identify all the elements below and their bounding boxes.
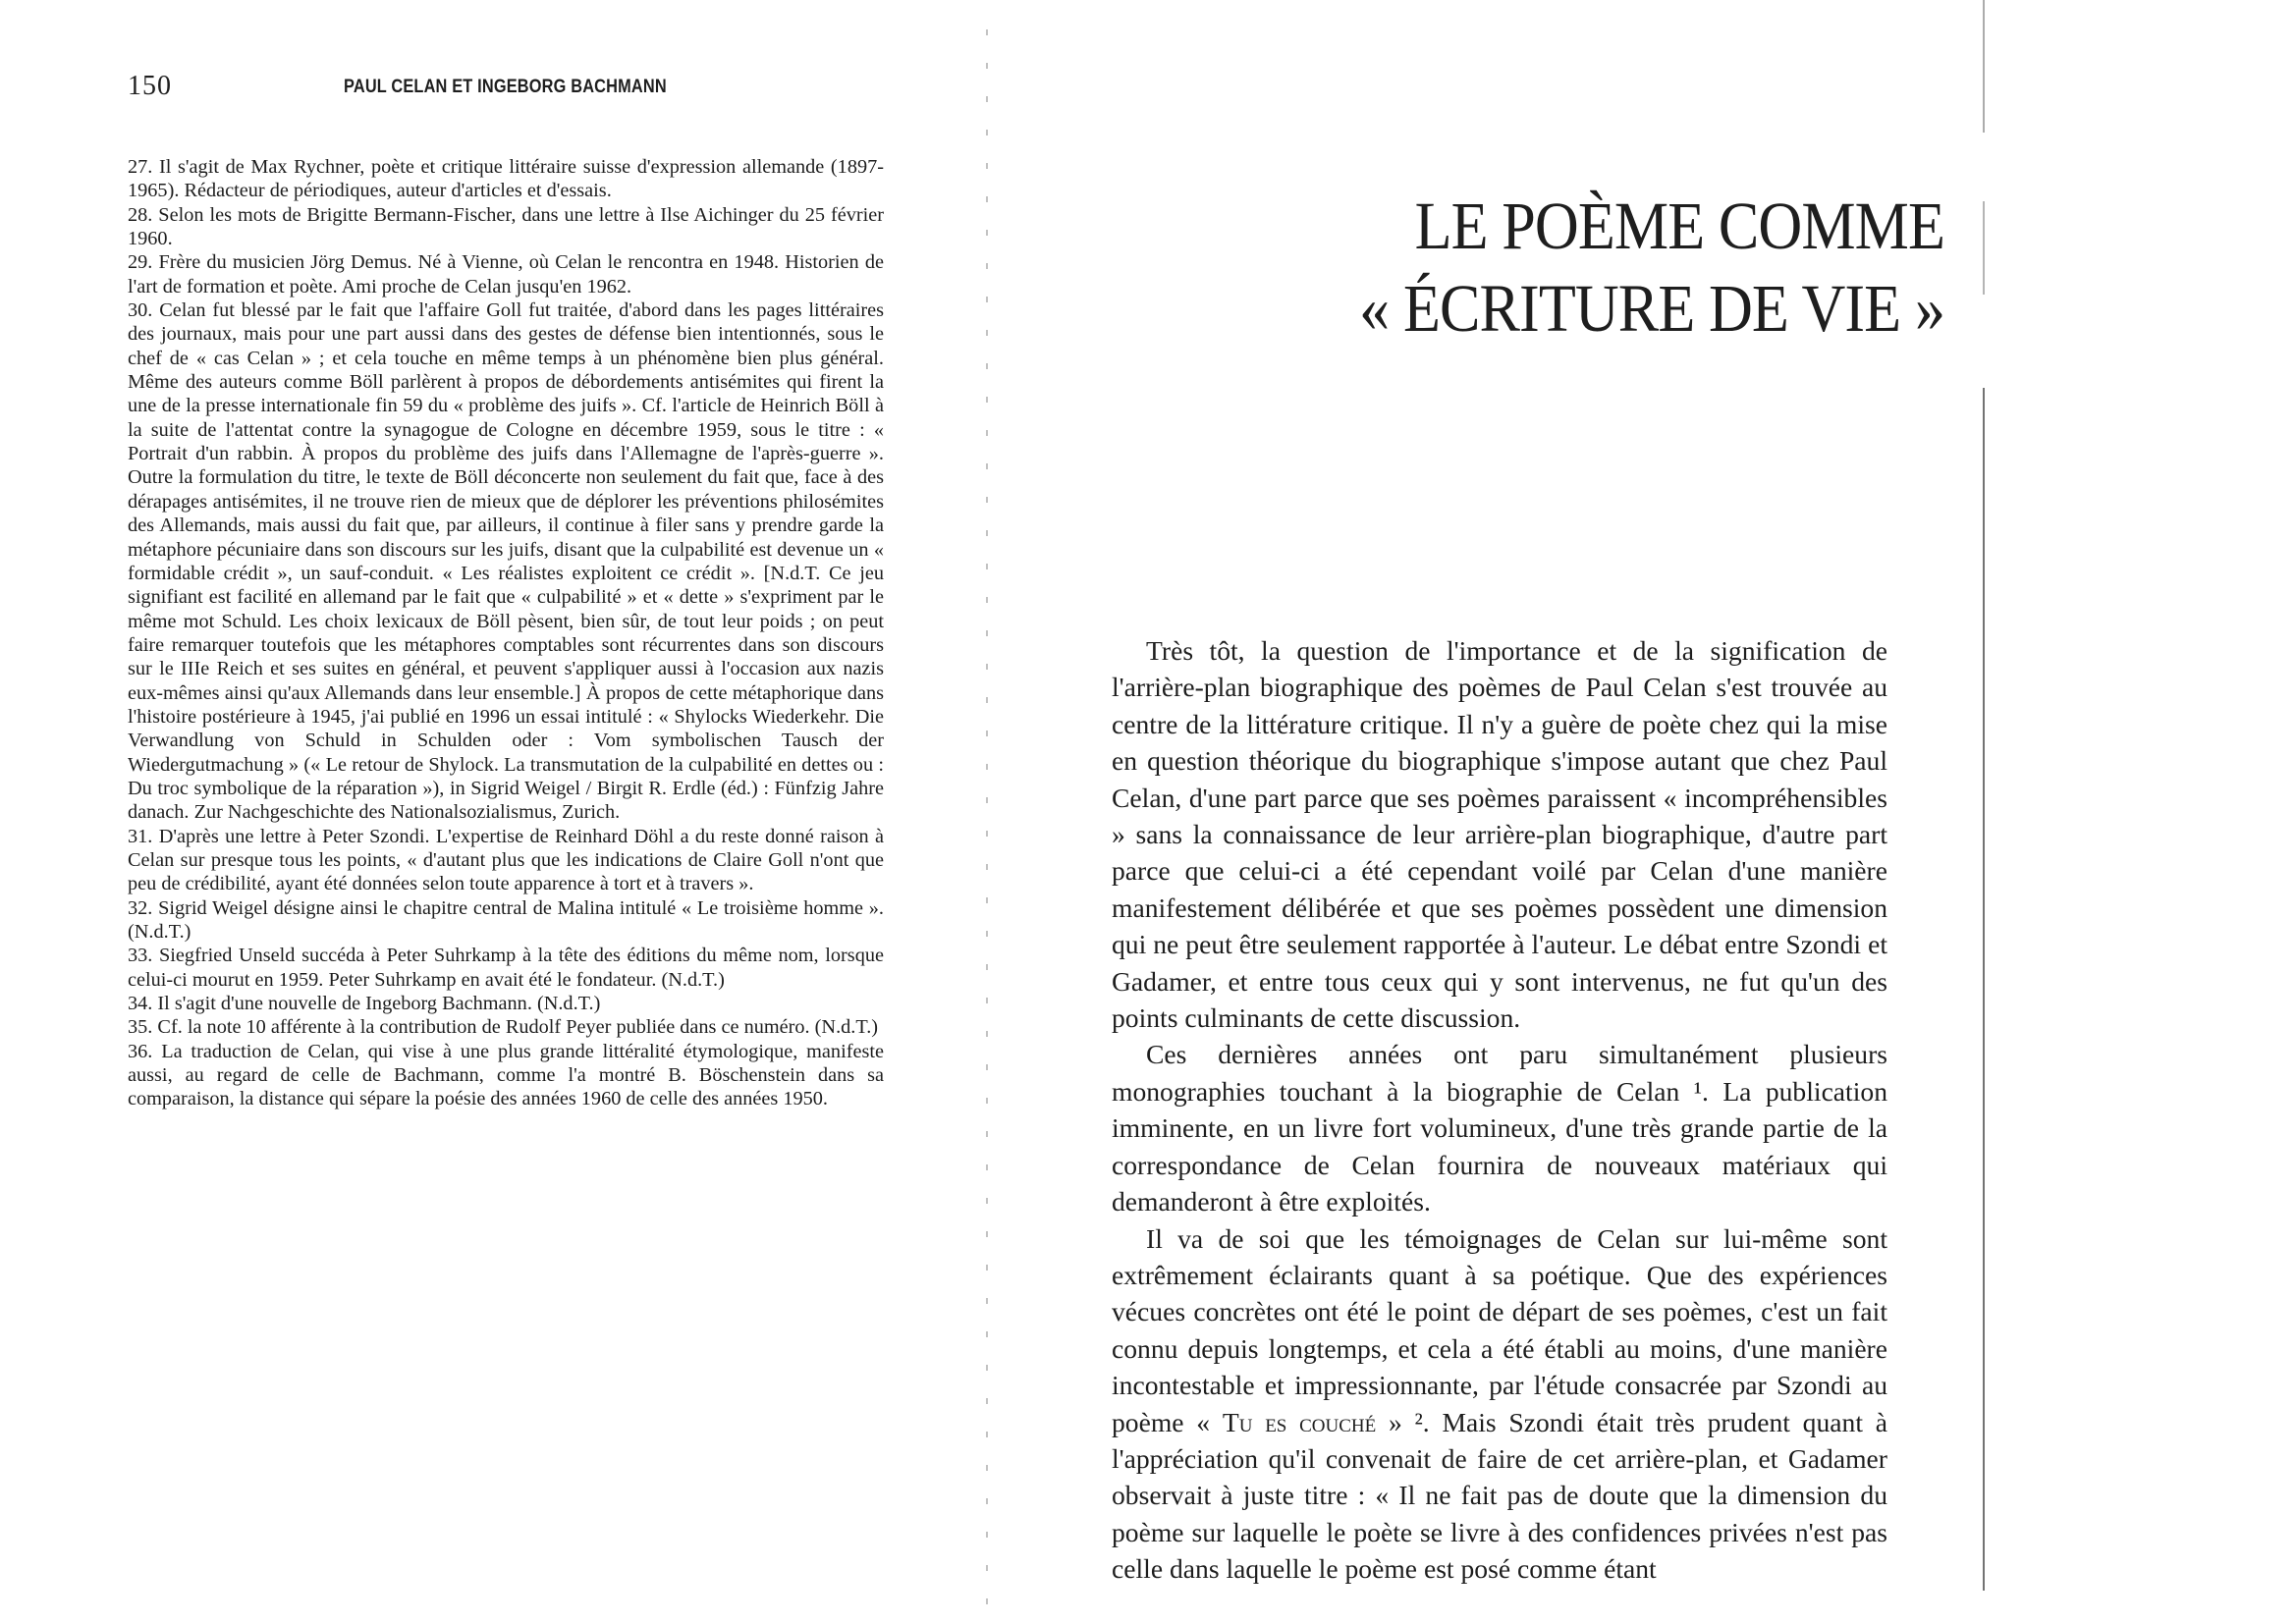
left-page bbox=[0, 0, 997, 1623]
paragraph-3-text-after: » ². Mais Szondi était très prudent quant à l'appréciation qu'il convenait de faire de cet arrière-plan, et Gadamer observait à juste titre : « Il ne fait pas de doute que la dimension du poème sur laquelle le poète se livre à des confidences privées n'est pas celle dans laquelle le poème est posé comme étant bbox=[1112, 1406, 1887, 1585]
endnote-30: 30. Celan fut blessé par le fait que l'affaire Goll fut traitée, d'abord dans les pages littéraires des journaux, mais pour une part aussi dans des gestes de défense bien intentionnés, sous le chef de « cas Celan » ; et cela touche en même temps à un phénomène bien plus général. Même des auteurs comme Böll parlèrent à propos de débordements antisémites qui firent la une de la presse internationale fin 59 du « problème des juifs ». Cf. l'article de Heinrich Böll à la suite de l'attentat contre la synagogue de Cologne en décembre 1959, sous le titre : « Portrait d'un rabbin. À propos du problème des juifs dans l'Allemagne de l'après-guerre ». Outre la formulation du titre, le texte de Böll déconcerte non seulement du fait que, face à des dérapages antisémites, il ne trouve rien de mieux que de déplorer les préventions philosémites des Allemands, mais aussi du fait que, par ailleurs, il continue à filer sans y prendre garde la métaphore pécuniaire dans son discours sur les juifs, disant que la culpabilité est devenue un « formidable crédit », un sauf-conduit. « Les réalistes exploitent ce crédit ». [N.d.T. Ce jeu signifiant est facilité en allemand par le fait que « culpabilité » et « dette » s'expriment par le même mot Schuld. Les choix lexicaux de Böll pèsent, bien sûr, de tout leur poids ; on peut faire remarquer toutefois que les métaphores comptables sont récurrentes dans son discours sur le IIIe Reich et ses suites en général, et peuvent s'appliquer aussi à l'occasion aux nazis eux-mêmes ainsi qu'aux Allemands dans leur ensemble.] À propos de cette métaphorique dans l'histoire postérieure à 1945, j'ai publié en 1996 un essai intitulé : « Shylocks Wiederkehr. Die Verwandlung von Schuld in Schulden oder : Vom symbolischen Tausch der Wiedergutmachung » (« Le retour de Shylock. La transmutation de la culpabilité en dettes ou : Du troc symbolique de la réparation »), in Sigrid Weigel / Birgit R. Erdle (éd.) : Fünfzig Jahre danach. Zur Nachgeschichte des Nationalsozialismus, Zurich. bbox=[128, 299, 884, 824]
chapter-title bbox=[1343, 185, 1944, 350]
running-head: PAUL CELAN ET INGEBORG BACHMANN bbox=[344, 77, 667, 97]
endnote-34: 34. Il s'agit d'une nouvelle de Ingeborg Bachmann. (N.d.T.) bbox=[128, 993, 601, 1015]
endnote-28: 28. Selon les mots de Brigitte Bermann-Fischer, dans une lettre à Ilse Aichinger du 25 février 1960. bbox=[128, 203, 884, 250]
chapter-title-line-1: LE POÈME COMME bbox=[1414, 189, 1944, 263]
endnote-29: 29. Frère du musicien Jörg Demus. Né à Vienne, où Celan le rencontra en 1948. Historien de l'art de formation et poète. Ami proche de Celan jusqu'en 1962. bbox=[128, 251, 884, 298]
page-edge-mark-top bbox=[1983, 0, 1985, 133]
chapter-title-line-2: « ÉCRITURE DE VIE » bbox=[1359, 271, 1944, 346]
endnote-33: 33. Siegfried Unseld succéda à Peter Suhrkamp à la tête des éditions du même nom, lorsque celui-ci mourut en 1959. Peter Suhrkamp en avait été le fondateur. (N.d.T.) bbox=[128, 945, 884, 991]
endnote-31: 31. D'après une lettre à Peter Szondi. L'expertise de Reinhard Döhl a du reste donné raison à Celan sur presque tous les points, « d'autant plus que les indications de Claire Goll n'ont que peu de crédibilité, ayant été données selon toute apparence à tort et à travers ». bbox=[128, 825, 884, 895]
page-number: 150 bbox=[128, 71, 172, 101]
paragraph-3 bbox=[1112, 1220, 1887, 1588]
poem-title: Tu es couché bbox=[1222, 1406, 1377, 1437]
endnote-32: 32. Sigrid Weigel désigne ainsi le chapitre central de Malina intitulé « Le troisième homme ». (N.d.T.) bbox=[128, 896, 884, 943]
paragraph-3-text-before: Il va de soi que les témoignages de Celan sur lui-même sont extrêmement éclairants quant à sa poétique. Que des expériences vécues concrètes ont été le point de départ de ses poèmes, c'est un fait connu depuis longtemps, et cela a été établi au moins, d'une manière incontestable et impressionnante, par l'étude consacrée par Szondi au poème « bbox=[1112, 1222, 1887, 1437]
paragraph-2: Ces dernières années ont paru simultanément plusieurs monographies touchant à la biographie de Celan ¹. La publication imminente, en un livre fort volumineux, d'une très grande partie de la correspondance de Celan fournira de nouveaux matériaux qui demanderont à être exploités. bbox=[1112, 1039, 1887, 1217]
body-text bbox=[1112, 632, 1887, 1588]
endnote-27: 27. Il s'agit de Max Rychner, poète et critique littéraire suisse d'expression allemande (1897-1965). Rédacteur de périodiques, auteur d'articles et d'essais. bbox=[128, 156, 884, 202]
paragraph-1: Très tôt, la question de l'importance et de la signification de l'arrière-plan biographique des poèmes de Paul Celan s'est trouvée au centre de la littérature critique. Il n'y a guère de poète chez qui la mise en question théorique du biographique s'impose autant que chez Paul Celan, d'une part parce que ses poèmes paraissent « incompréhensibles » sans la connaissance de leur arrière-plan biographique, d'autre part parce que celui-ci a été cependant voilé par Celan d'une manière manifestement délibérée et que ses poèmes possèdent une dimension qui ne peut être seulement rapportée à l'auteur. Le débat entre Szondi et Gadamer, et entre tous ceux qui y sont intervenus, ne fut qu'un des points culminants de cette discussion. bbox=[1112, 635, 1887, 1034]
endnote-36: 36. La traduction de Celan, qui vise à une plus grande littéralité étymologique, manifeste aussi, au regard de celle de Bachmann, comme l'a montré B. Böschenstein dans sa comparaison, la distance qui sépare la poésie des années 1960 de celle des années 1950. bbox=[128, 1040, 884, 1110]
endnote-35: 35. Cf. la note 10 afférente à la contribution de Rudolf Peyer publiée dans ce numéro. (N.d.T.) bbox=[128, 1016, 879, 1039]
endnotes bbox=[128, 155, 884, 1111]
page-edge-mark-bottom bbox=[1983, 388, 1985, 1591]
gutter-shadow bbox=[986, 29, 988, 1610]
page-edge-mark-mid bbox=[1983, 201, 1985, 295]
right-page bbox=[1021, 0, 2296, 1623]
